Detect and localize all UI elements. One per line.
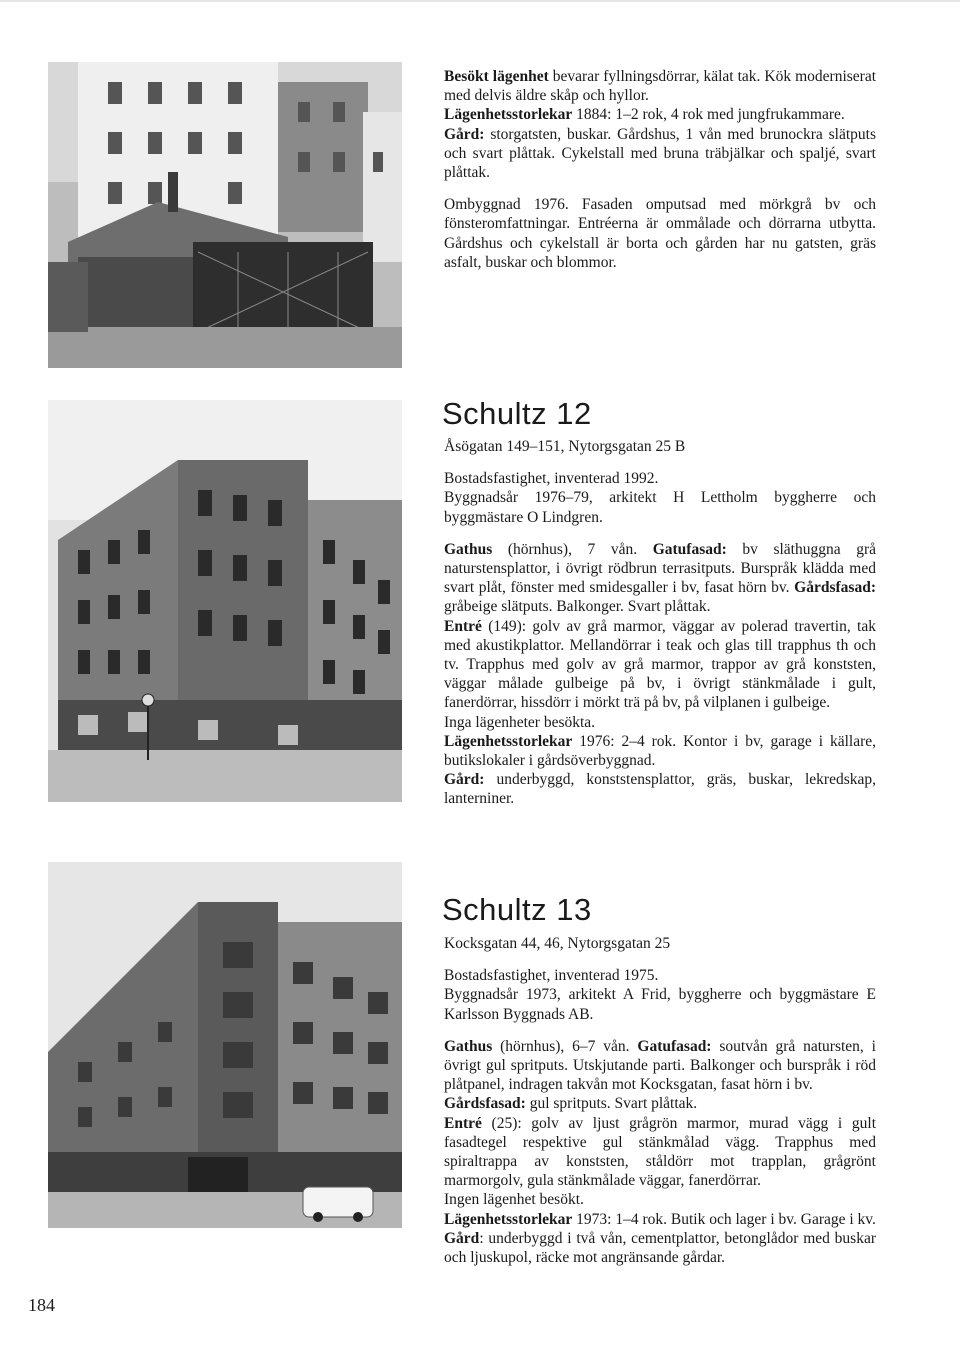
- top-edge: [0, 0, 960, 2]
- text-line: Bostadsfastighet, inventerad 1975.: [444, 967, 659, 985]
- text-line: Entré (149): golv av grå marmor, väggar av polerad travertin, tak med akustikplattor. Mellandörrar i teak och glas till trapphus th och tv. Trapphus med golv av grå marmor, trappor av grå konststen, väggar målade gulbeige på bv, i övrigt stänkmålade i gult, fanerdörrar, hissdörr i mörkt trä på bv, på vilplanen i gulbeige.: [444, 617, 876, 712]
- schultz-12-address: Åsögatan 149–151, Nytorgsgatan 25 B: [444, 438, 686, 455]
- text-line: Byggnadsår 1976–79, arkitekt H Lettholm byggherre och byggmästare O Lindgren.: [444, 489, 876, 526]
- previous-entry-text: [444, 67, 876, 272]
- text-line: Ombyggnad 1976. Fasaden omputsad med mörkgrå bv och fönsteromfattningar. Entréerna är ommålade och dörrarna utbytta. Gårdshus och cykelstall är borta och gården har nu gatsten, gräs asfalt, buskar och blommor.: [444, 196, 876, 271]
- schultz-12-photo: [48, 400, 402, 802]
- text-line: Ingen lägenhet besökt.: [444, 1191, 584, 1209]
- text-line: Lägenhetsstorlekar 1884: 1–2 rok, 4 rok med jungfrukammare.: [444, 106, 845, 124]
- text-line: Bostadsfastighet, inventerad 1992.: [444, 470, 659, 488]
- text-line: Inga lägenheter besökta.: [444, 713, 596, 731]
- text-line: Gathus (hörnhus), 7 vån. Gatufasad: bv släthuggna grå naturstensplattor, i övrigt rödbrun terrasitputs. Burspråk klädda med svart plåt, fönster med smidesgaller i bv, fasat hörn bv. Gårdsfasad: gråbeige slätputs. Balkonger. Svart plåttak.: [444, 540, 876, 616]
- schultz-12-heading: Schultz 12: [442, 396, 592, 431]
- schultz-12-text: [444, 437, 876, 809]
- page-number: 184: [28, 1295, 55, 1315]
- text-line: Entré (25): golv av ljust grågrön marmor, murad vägg i gult fasadtegel respektive gul stänkmålad vägg. Trapphus med spiraltrappa av konststen, ståldörr mot trapplan, grågrönt marmorgolv, gula stänkmålade väggar, fanerdörrar.: [444, 1114, 876, 1190]
- text-line: Gårdsfasad: gul spritputs. Svart plåttak.: [444, 1095, 698, 1113]
- schultz-13-text: [444, 934, 876, 1267]
- text-line: Lägenhetsstorlekar 1973: 1–4 rok. Butik och lager i bv. Garage i kv.: [444, 1210, 876, 1228]
- text-line: Gård: underbyggd i två vån, cementplattor, betonglådor med buskar och ljuskupol, räcke mot angränsande gårdar.: [444, 1229, 876, 1267]
- schultz-13-photo: [48, 862, 402, 1228]
- text-line: Lägenhetsstorlekar 1976: 2–4 rok. Kontor i bv, garage i källare, butikslokaler i gårdsöverbyggnad.: [444, 732, 876, 770]
- text-line: Gård: underbyggd, konststensplattor, gräs, buskar, lekredskap, lanterniner.: [444, 771, 876, 808]
- courtyard-photo: [48, 62, 402, 368]
- text-line: Besökt lägenhet bevarar fyllningsdörrar, kälat tak. Kök moderniserat med delvis äldre skåp och hyllor.: [444, 68, 877, 105]
- text-line: Gård: storgatsten, buskar. Gårdshus, 1 vån med brunockra slätputs och svart plåttak. Cykelstall med bruna träbjälkar och spaljé, svart plåttak.: [444, 125, 876, 182]
- schultz-13-address: Kocksgatan 44, 46, Nytorgsgatan 25: [444, 935, 671, 952]
- schultz-13-heading: Schultz 13: [442, 892, 592, 927]
- text-line: Byggnadsår 1973, arkitekt A Frid, byggherre och byggmästare E Karlsson Byggnads AB.: [444, 986, 876, 1023]
- text-line: Gathus (hörnhus), 6–7 vån. Gatufasad: soutvån grå natursten, i övrigt gul spritputs. Utskjutande parti. Balkonger och burspråk i röd plåtpanel, indragen takvån mot Kocksgatan, fasat hörn i bv.: [444, 1037, 876, 1094]
